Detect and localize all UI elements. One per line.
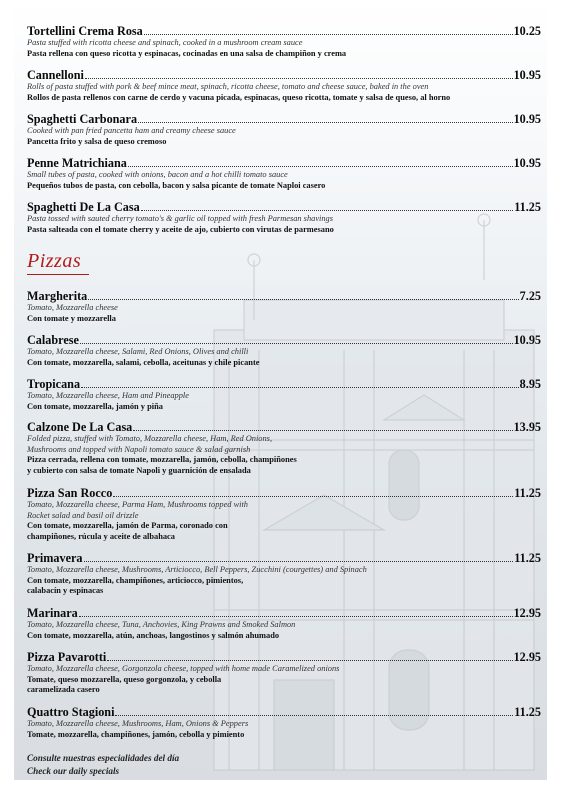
dish-name: Primavera <box>27 551 83 565</box>
dish-description-en: Tomato, Mozzarella cheese, Mushrooms, Articiocco, Bell Peppers, Zucchini (courgettes) and Spinach <box>27 565 367 574</box>
section-title-pizzas: Pizzas <box>27 250 82 272</box>
dish-price: 11.25 <box>514 200 541 214</box>
dish-description-en: Pasta tossed with sauted cherry tomato's & garlic oil topped with fresh Parmesan shavings <box>27 214 333 223</box>
menu-item <box>27 551 541 597</box>
dish-price: 10.95 <box>513 68 541 82</box>
menu-item <box>27 24 541 59</box>
menu-item <box>27 112 541 147</box>
menu-item <box>27 486 541 542</box>
dish-description-es: Pasta salteada con el tomate cherry y aceite de ajo, cubierto con virutas de parmesano <box>27 224 334 234</box>
dish-description-en: Tomato, Mozzarella cheese, Ham and Pineapple <box>27 391 189 400</box>
dish-name: Margherita <box>27 289 88 303</box>
dish-description-es: Tomate, mozzarella, champiñones, jamón, cebolla y pimiento <box>27 729 245 739</box>
menu-item <box>27 68 541 103</box>
menu-item <box>27 606 541 641</box>
menu-item <box>27 420 541 476</box>
dish-description-en: Tomato, Mozzarella cheese, Tuna, Anchovies, King Prawns and Smoked Salmon <box>27 620 296 629</box>
dish-name: Tortellini Crema Rosa <box>27 24 143 38</box>
dish-description-es: Pizza cerrada, rellena con tomate, mozzarella, jamón, cebolla, champiñones <box>27 455 297 465</box>
dish-price: 10.95 <box>513 112 541 126</box>
section-title-underline <box>27 274 89 275</box>
dish-description-en: Pasta stuffed with ricotta cheese and spinach, cooked in a mushroom cream sauce <box>27 38 303 47</box>
dish-description-es: Pancetta frito y salsa de queso cremoso <box>27 136 167 146</box>
dish-name: Cannelloni <box>27 68 84 82</box>
dish-name: Calzone De La Casa <box>27 420 133 434</box>
dish-price: 8.95 <box>519 377 541 391</box>
dish-description-es: Con tomate y mozzarella <box>27 313 116 323</box>
dish-description-es: Pasta rellena con queso ricotta y espinacas, cocinadas en una salsa de champiñon y crema <box>27 48 347 58</box>
dish-description-es: Con tomate, mozzarella, salami, cebolla, aceitunas y chile picante <box>27 357 260 367</box>
dish-description-en: Tomato, Mozzarella cheese, Parma Ham, Mushrooms topped with <box>27 500 248 509</box>
dish-description-es: y cubierto con salsa de tomate Napoli y guarnición de ensalada <box>27 465 251 475</box>
dish-description-en: Small tubes of pasta, cooked with onions, bacon and a hot chilli tomato sauce <box>27 170 288 179</box>
dish-description-es: Rollos de pasta rellenos con carne de cerdo y vacuna picada, espinacas, queso ricotta, tomate y salsa de queso, al horno <box>27 92 451 102</box>
dish-description-es: Tomate, queso mozzarella, queso gorgonzola, y cebolla <box>27 674 222 684</box>
dish-price: 11.25 <box>514 486 541 500</box>
menu-item <box>27 650 541 696</box>
dish-name: Spaghetti De La Casa <box>27 200 140 214</box>
dish-price: 7.25 <box>519 289 541 303</box>
dish-name: Tropicana <box>27 377 81 391</box>
dish-price: 11.25 <box>514 705 541 719</box>
dish-description-en: Tomato, Mozzarella cheese, Salami, Red Onions, Olives and chilli <box>27 347 249 356</box>
dish-name: Pizza San Rocco <box>27 486 113 500</box>
dish-description-es: Con tomate, mozzarella, jamón de Parma, coronado con <box>27 521 228 531</box>
dish-description-en: Tomato, Mozzarella cheese, Mushrooms, Ham, Onions & Peppers <box>27 719 249 728</box>
dish-description-es: calabacín y espinacas <box>27 586 104 596</box>
dish-description-es: Con tomate, mozzarella, champiñones, articiocco, pimientos, <box>27 575 244 585</box>
dish-price: 10.95 <box>513 333 541 347</box>
dish-price: 13.95 <box>513 420 541 434</box>
dish-description-en: Rocket salad and basil oil drizzle <box>27 510 139 520</box>
menu-item <box>27 200 541 235</box>
dish-description-en: Folded pizza, stuffed with Tomato, Mozzarella cheese, Ham, Red Onions, <box>27 434 273 443</box>
dish-name: Penne Matrichiana <box>27 156 127 170</box>
dish-price: 11.25 <box>514 551 541 565</box>
dish-name: Pizza Pavarotti <box>27 650 107 664</box>
dish-description-en: Rolls of pasta stuffed with pork & beef mince meat, spinach, ricotta cheese, tomato and cheese sauce, baked in the oven <box>27 82 429 91</box>
dish-description-es: Con tomate, mozzarella, jamón y piña <box>27 401 163 411</box>
menu-item <box>27 156 541 191</box>
dish-description-es: champiñones, rúcula y aceite de albahaca <box>27 531 175 541</box>
menu-item <box>27 377 541 412</box>
dish-description-es: Con tomate, mozzarella, atún, anchoas, langostinos y salmón ahumado <box>27 630 280 640</box>
dish-description-en: Tomato, Mozzarella cheese <box>27 303 118 312</box>
dish-description-en: Mushrooms and topped with Napoli tomato sauce & salad garnish <box>27 444 251 454</box>
menu-item <box>27 705 541 740</box>
dish-price: 10.95 <box>513 156 541 170</box>
dish-price: 10.25 <box>513 24 541 38</box>
dish-price: 12.95 <box>513 606 541 620</box>
dish-name: Quattro Stagioni <box>27 705 115 719</box>
dish-price: 12.95 <box>513 650 541 664</box>
menu-item <box>27 289 541 324</box>
dish-name: Calabrese <box>27 333 79 347</box>
dish-description-en: Cooked with pan fried pancetta ham and creamy cheese sauce <box>27 126 236 135</box>
footer-specials-en: Check our daily specials <box>27 766 120 776</box>
dish-name: Marinara <box>27 606 78 620</box>
footer-specials-es: Consulte nuestras especialidades del día <box>27 753 180 763</box>
dish-description-es: Pequeños tubos de pasta, con cebolla, bacon y salsa picante de tomate Naploi casero <box>27 180 326 190</box>
dish-description-en: Tomato, Mozzarella cheese, Gorgonzola cheese, topped with home made Caramelized onions <box>27 664 340 673</box>
dish-name: Spaghetti Carbonara <box>27 112 138 126</box>
dish-description-es: caramelizada casero <box>27 685 100 695</box>
menu-item <box>27 333 541 368</box>
